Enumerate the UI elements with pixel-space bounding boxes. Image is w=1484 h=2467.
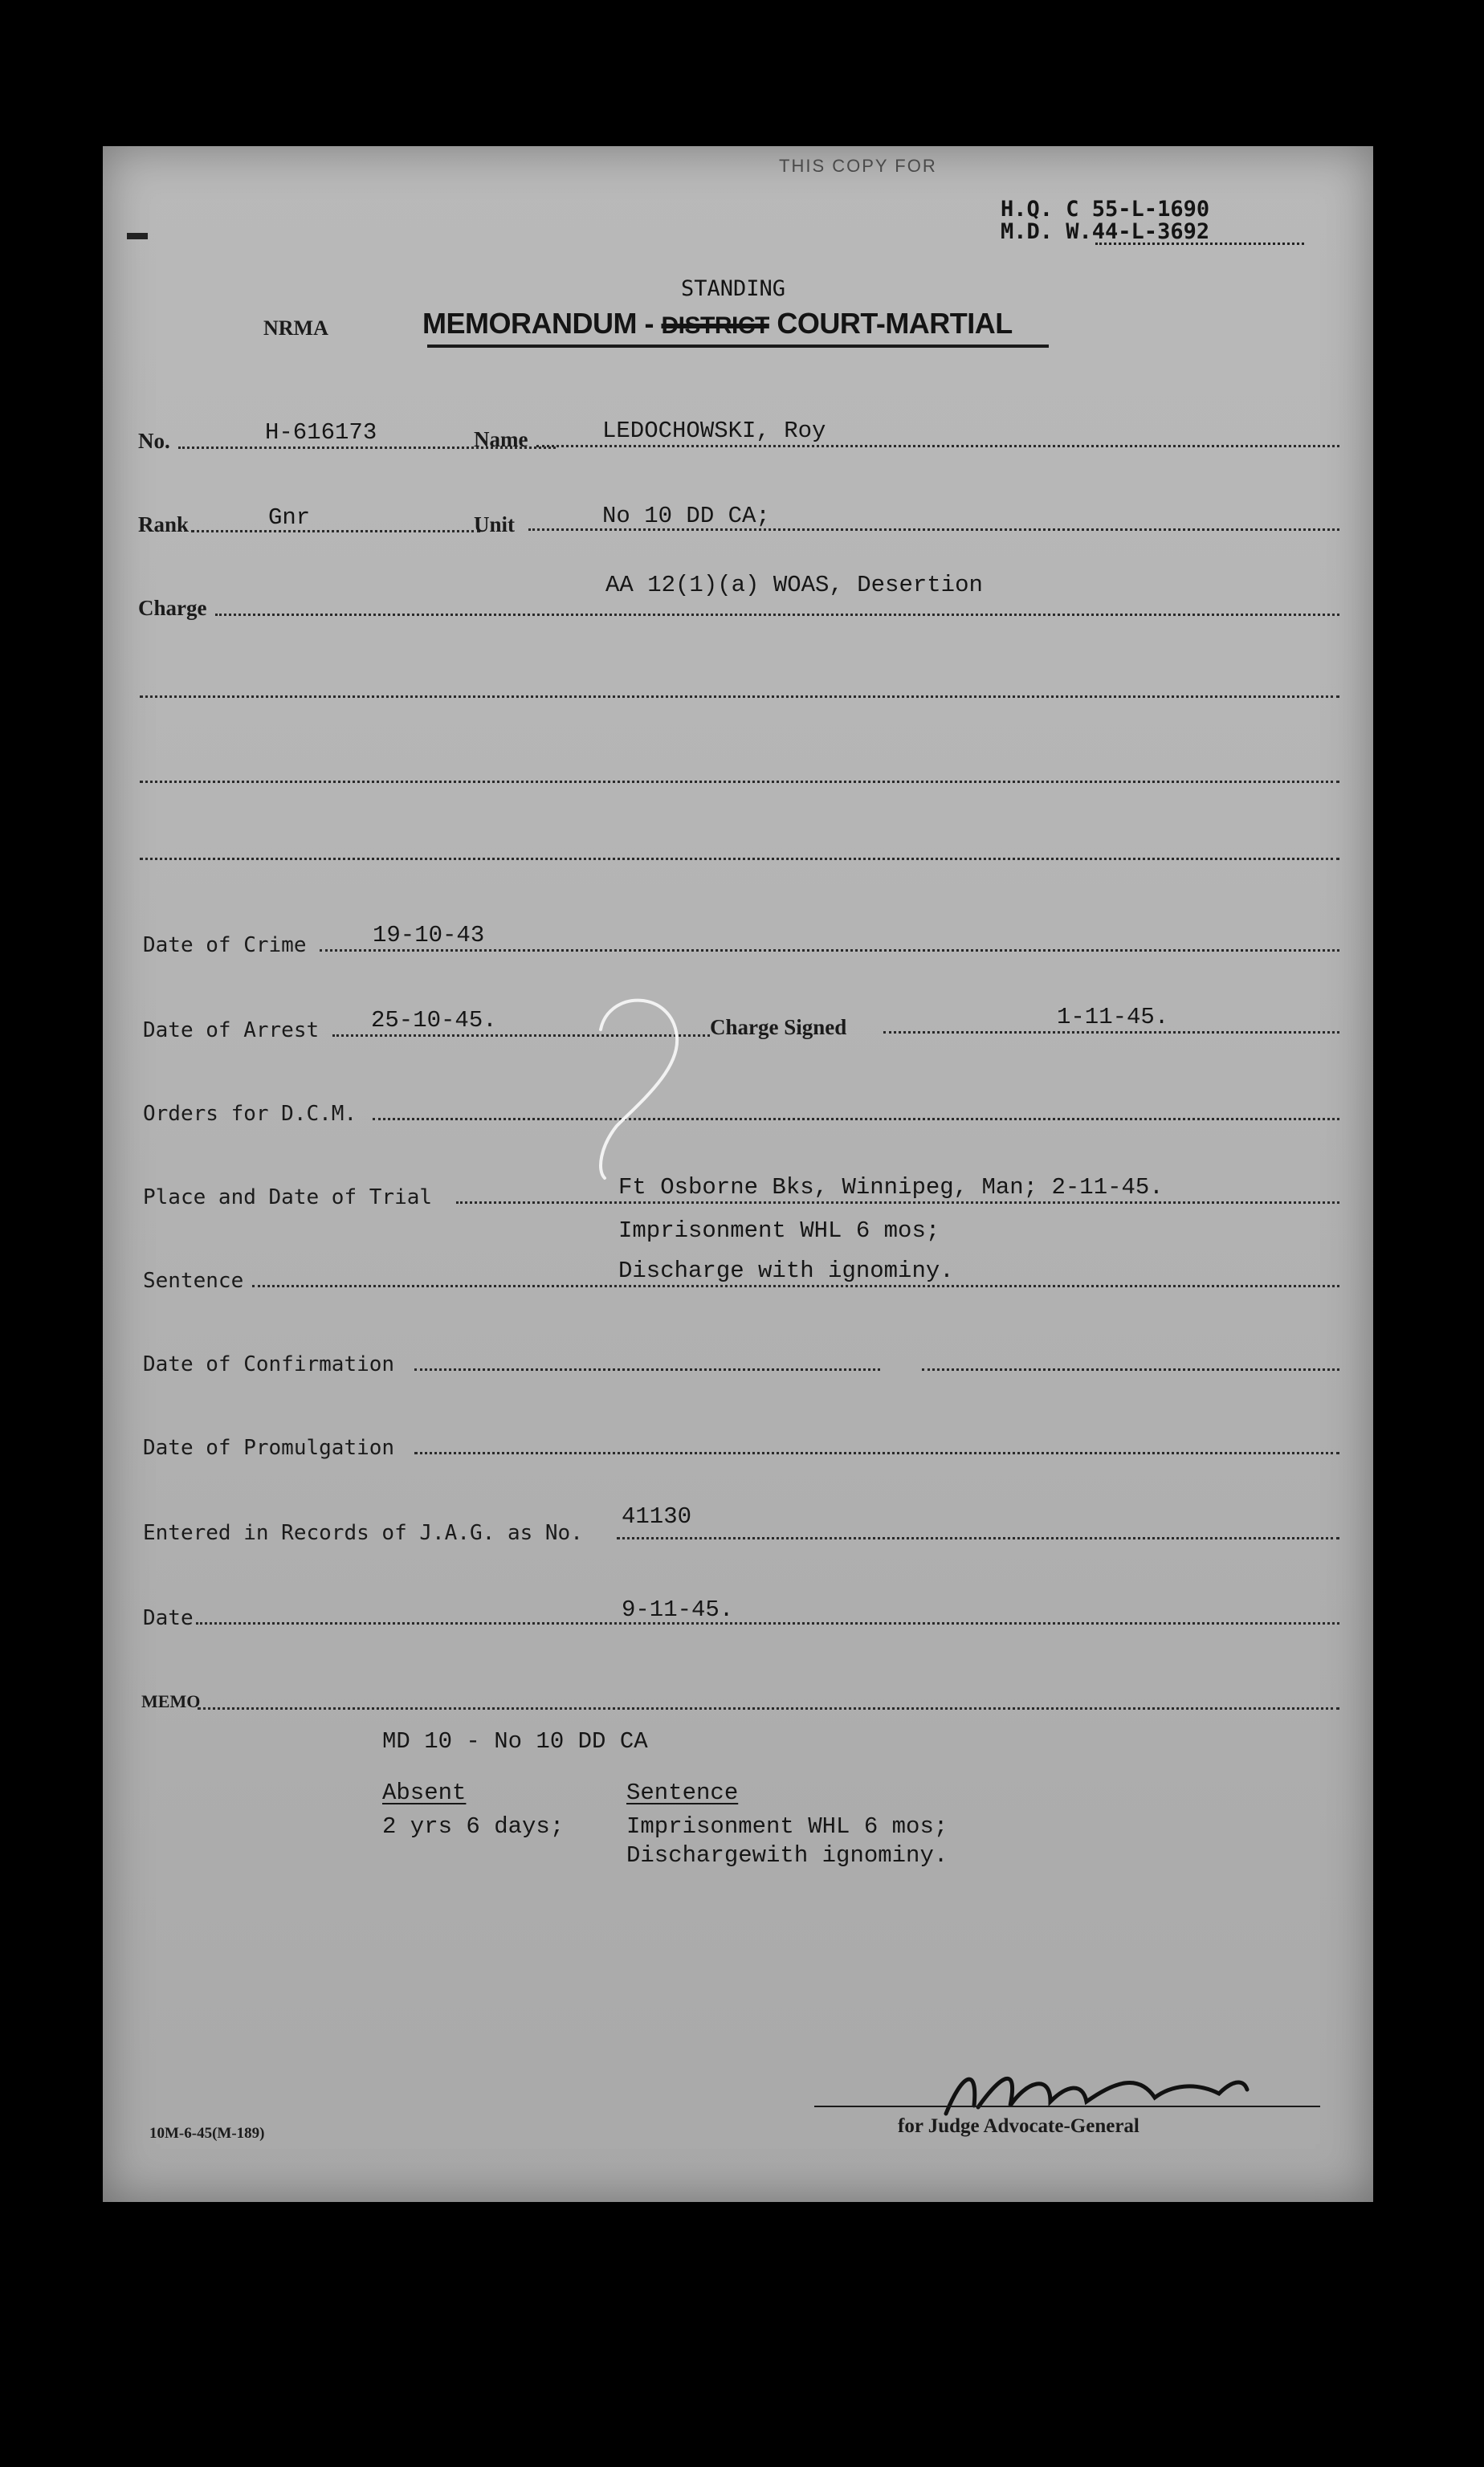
unit-value: No 10 DD CA; (602, 503, 770, 529)
date-of-confirmation-line-left (414, 1368, 880, 1371)
sentence-value-line2: Discharge with ignominy. (618, 1258, 954, 1284)
charge-label: Charge (138, 596, 207, 620)
date-of-confirmation-line-right (922, 1368, 1339, 1371)
date-label: Date (143, 1606, 194, 1630)
standing-insert: STANDING (681, 276, 786, 301)
memorandum-title (422, 307, 1013, 340)
memo-line1: MD 10 - No 10 DD CA (382, 1728, 648, 1755)
charge-signed-value: 1-11-45. (1057, 1004, 1169, 1030)
trial-label: Place and Date of Trial (143, 1185, 433, 1209)
court-martial-word: COURT-MARTIAL (777, 307, 1013, 340)
sentence-value-line1: Imprisonment WHL 6 mos; (618, 1217, 940, 1244)
charge-extra-line-3 (140, 858, 1339, 860)
memo-sentence-heading: Sentence (626, 1780, 739, 1806)
court-martial-memorandum-form (103, 146, 1373, 2202)
charge-extra-line-2 (140, 781, 1339, 783)
charge-signed-line (883, 1031, 1339, 1034)
sentence-label: Sentence (143, 1269, 244, 1293)
name-line (536, 445, 1339, 447)
date-of-promulgation-line (414, 1452, 1339, 1454)
hq-reference: H.Q. C 55-L-1690 (1001, 197, 1210, 222)
hole-punch-mark (127, 233, 148, 239)
pencil-mark-2 (585, 989, 705, 1190)
rank-label: Rank (138, 512, 190, 536)
memo-line (198, 1707, 1339, 1710)
memo-absent-value: 2 yrs 6 days; (382, 1813, 565, 1840)
memorandum-word: MEMORANDUM - (422, 307, 654, 340)
date-line (196, 1622, 1339, 1625)
md-reference: M.D. W.44-L-3692 (1001, 219, 1210, 244)
orders-for-dcm-line (373, 1118, 1339, 1120)
orders-for-dcm-label: Orders for D.C.M. (143, 1102, 357, 1126)
charge-extra-line-1 (140, 695, 1339, 698)
date-of-crime-label: Date of Crime (143, 933, 307, 957)
date-of-crime-line (320, 949, 1339, 952)
memo-sentence-line2: Dischargewith ignominy. (626, 1842, 948, 1869)
no-label: No. (138, 429, 170, 453)
charge-signed-label: Charge Signed (710, 1015, 847, 1039)
nrma-label: NRMA (263, 316, 328, 340)
date-of-crime-value: 19-10-43 (373, 922, 485, 948)
memo-absent-heading: Absent (382, 1780, 467, 1806)
memo-sentence-line1: Imprisonment WHL 6 mos; (626, 1813, 948, 1840)
memo-label: MEMO (141, 1691, 201, 1711)
charge-line (215, 614, 1339, 616)
charge-value: AA 12(1)(a) WOAS, Desertion (605, 572, 983, 598)
sentence-line (252, 1285, 1339, 1287)
form-code: 10M-6-45(M-189) (149, 2125, 265, 2142)
date-value: 9-11-45. (622, 1596, 734, 1623)
jag-records-value: 41130 (622, 1503, 692, 1530)
no-value: H-616173 (265, 419, 377, 446)
jag-records-line (617, 1537, 1339, 1539)
name-value: LEDOCHOWSKI, Roy (602, 418, 826, 444)
trial-line (456, 1201, 1339, 1204)
signature-caption: for Judge Advocate-General (898, 2115, 1140, 2137)
rank-line (191, 530, 480, 532)
date-of-arrest-value: 25-10-45. (371, 1007, 497, 1034)
date-of-confirmation-label: Date of Confirmation (143, 1352, 395, 1376)
date-of-promulgation-label: Date of Promulgation (143, 1436, 395, 1460)
date-of-arrest-label: Date of Arrest (143, 1018, 320, 1042)
district-struck: DISTRICT (661, 312, 769, 339)
title-underline (427, 345, 1049, 348)
copy-stamp: THIS COPY FOR (779, 156, 937, 176)
rank-value: Gnr (268, 504, 311, 531)
unit-label: Unit (474, 512, 516, 536)
signature-line (814, 2106, 1320, 2107)
jag-records-label: Entered in Records of J.A.G. as No. (143, 1521, 583, 1545)
trial-value: Ft Osborne Bks, Winnipeg, Man; 2-11-45. (618, 1174, 1164, 1201)
md-reference-underline (1095, 243, 1304, 245)
name-label: Name (474, 427, 528, 451)
